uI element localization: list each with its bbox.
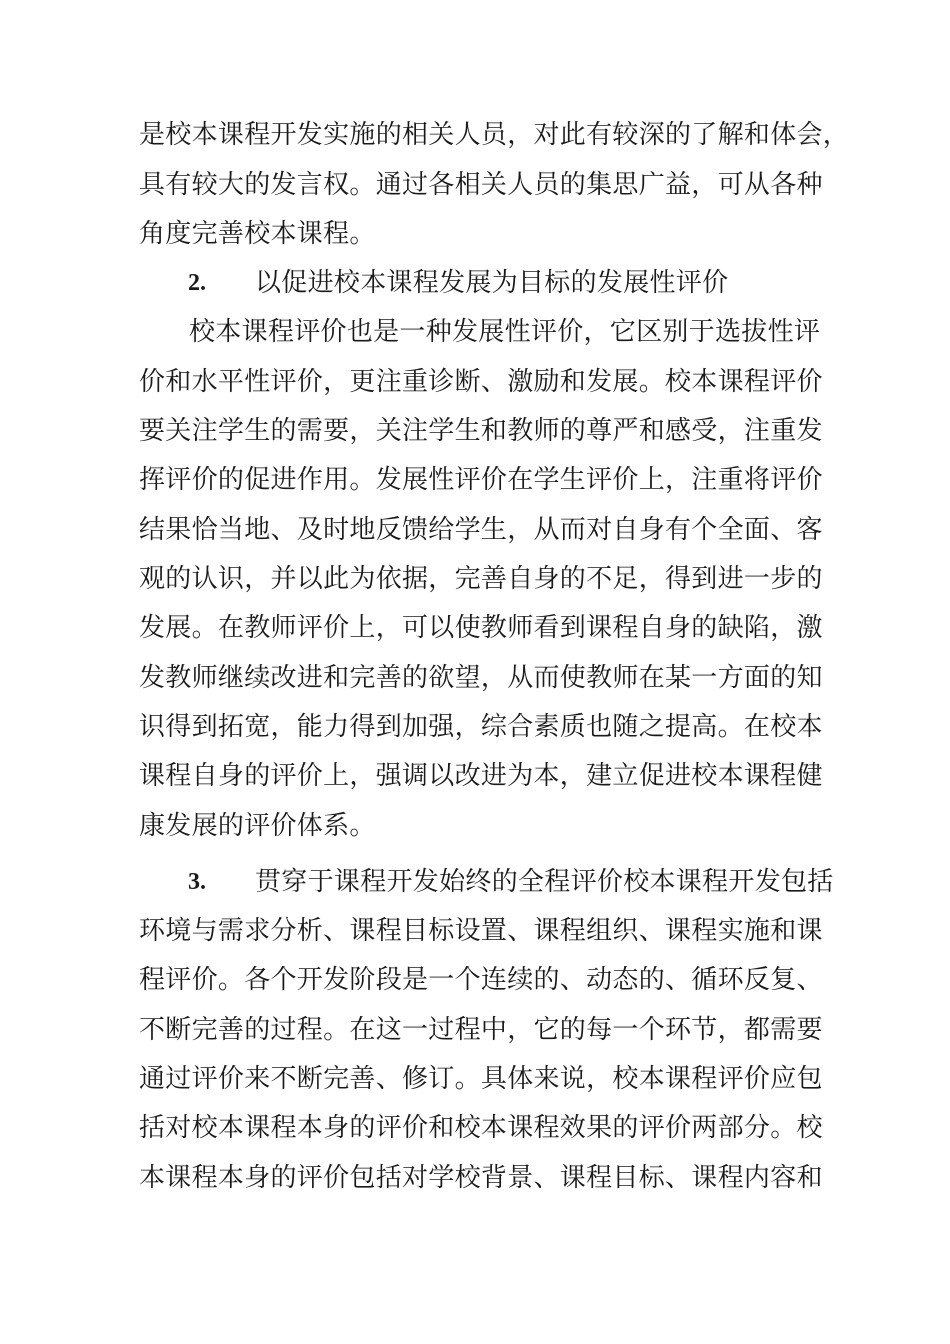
text-line: 括对校本课程本身的评价和校本课程效果的评价两部分。校 [139, 1113, 823, 1143]
text-line: 不断完善的过程。在这一过程中，它的每一个环节，都需要 [139, 1015, 823, 1045]
text-line: 发教师继续改进和完善的欲望，从而使教师在某一方面的知 [139, 663, 823, 693]
text-line: 挥评价的促进作用。发展性评价在学生评价上，注重将评价 [139, 465, 823, 495]
section-heading: 以促进校本课程发展为目标的发展性评价 [255, 268, 729, 298]
text-line: 识得到拓宽，能力得到加强，综合素质也随之提高。在校本 [139, 712, 823, 742]
text-line: 校本课程评价也是一种发展性评价，它区别于选拔性评 [189, 317, 821, 347]
text-line: 要关注学生的需要，关注学生和教师的尊严和感受，注重发 [139, 416, 823, 446]
text-line: 康发展的评价体系。 [139, 811, 376, 841]
text-line: 课程自身的评价上，强调以改进为本，建立促进校本课程健 [139, 761, 823, 791]
section-number: 2. [188, 270, 206, 296]
text-line: 观的认识，并以此为依据，完善自身的不足，得到进一步的 [139, 564, 823, 594]
text-line: 环境与需求分析、课程目标设置、课程组织、课程实施和课 [139, 916, 823, 946]
text-line: 程评价。各个开发阶段是一个连续的、动态的、循环反复、 [139, 965, 823, 995]
text-line: 是校本课程开发实施的相关人员，对此有较深的了解和体会， [139, 120, 850, 150]
text-line: 角度完善校本课程。 [139, 219, 376, 249]
text-line: 通过评价来不断完善、修订。具体来说，校本课程评价应包 [139, 1064, 823, 1094]
section-number: 3. [188, 869, 206, 895]
text-line: 结果恰当地、及时地反馈给学生，从而对自身有个全面、客 [139, 515, 823, 545]
text-line: 具有较大的发言权。通过各相关人员的集思广益，可从各种 [139, 170, 823, 200]
text-line: 发展。在教师评价上，可以使教师看到课程自身的缺陷，激 [139, 613, 823, 643]
text-line: 本课程本身的评价包括对学校背景、课程目标、课程内容和 [139, 1163, 823, 1193]
text-line: 价和水平性评价，更注重诊断、激励和发展。校本课程评价 [139, 367, 823, 397]
section-heading: 贯穿于课程开发始终的全程评价校本课程开发包括 [255, 867, 834, 897]
